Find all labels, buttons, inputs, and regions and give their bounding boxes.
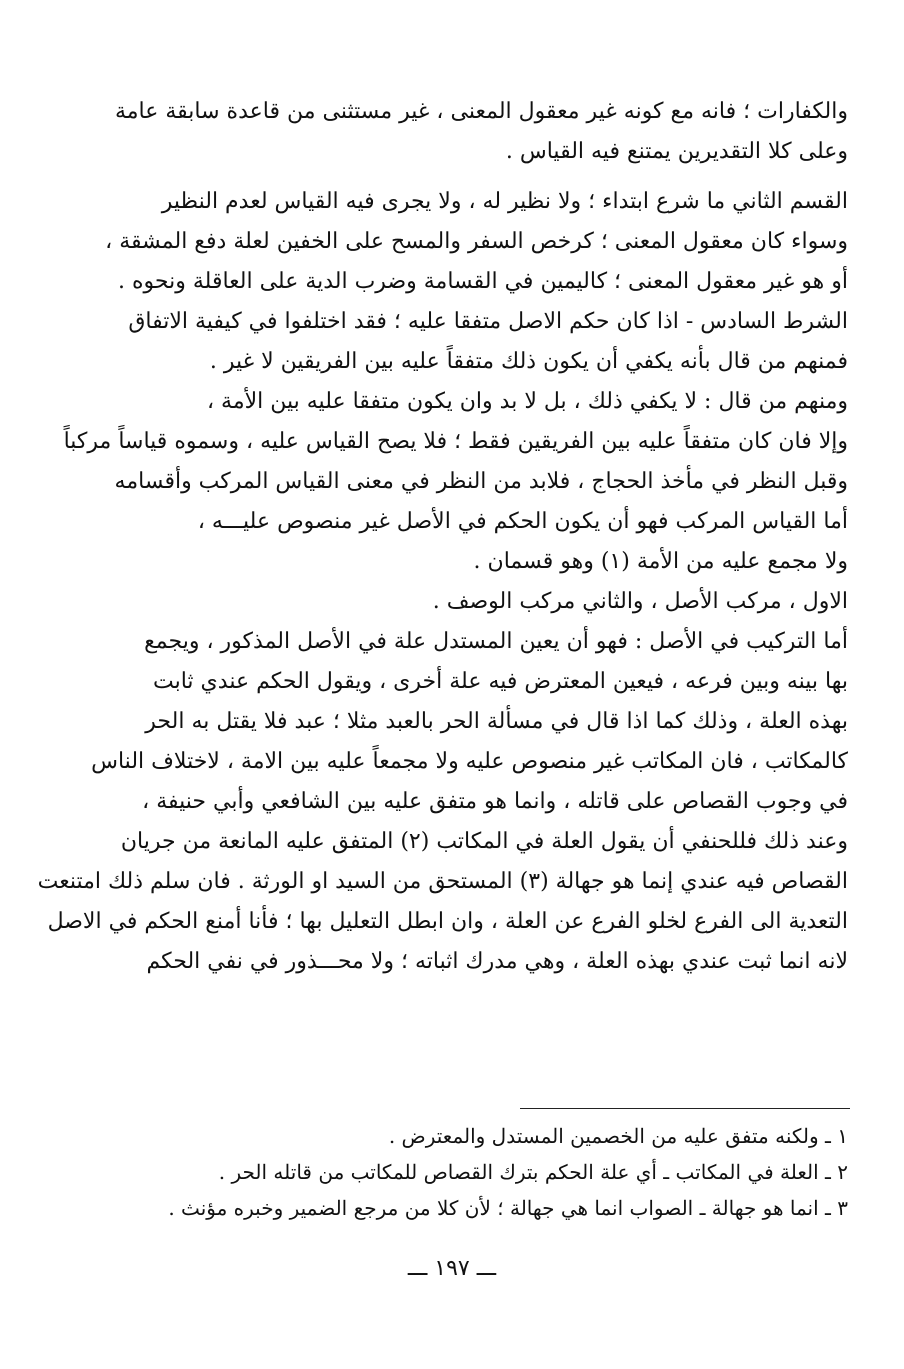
text-line: وقبل النظر في مأخذ الحجاج ، فلابد من النظر في معنى القياس المركب وأقسامه — [114, 469, 848, 494]
text-line: بها بينه وبين فرعه ، فيعين المعترض فيه علة أخرى ، ويقول الحكم عندي ثابت — [153, 669, 848, 694]
text-line: وعند ذلك فللحنفي أن يقول العلة في المكاتب (٢) المتفق عليه المانعة من جريان — [120, 829, 848, 854]
footnote: ٢ ـ العلة في المكاتب ـ أي علة الحكم بترك القصاص للمكاتب من قاتله الحر . — [218, 1160, 848, 1184]
text-line: القصاص فيه عندي إنما هو جهالة (٣) المستحق من السيد او الورثة . فان سلم ذلك امتنعت — [37, 869, 848, 894]
text-line: الاول ، مركب الأصل ، والثاني مركب الوصف . — [432, 589, 848, 614]
text-line: والكفارات ؛ فانه مع كونه غير معقول المعنى ، غير مستثنى من قاعدة سابقة عامة — [114, 99, 848, 124]
text-line: وإلا فان كان متفقاً عليه بين الفريقين فقط ؛ فلا يصح القياس عليه ، وسموه قياساً مركباً — [63, 429, 848, 454]
page-number: ـــ ١٩٧ ـــ — [407, 1256, 497, 1281]
text-line: ومنهم من قال : لا يكفي ذلك ، بل لا بد وان يكون متفقا عليه بين الأمة ، — [206, 389, 848, 414]
text-line: بهذه العلة ، وذلك كما اذا قال في مسألة الحر بالعبد مثلا ؛ عبد فلا يقتل به الحر — [145, 709, 848, 734]
footnotes — [118, 1118, 848, 1226]
text-line: أو هو غير معقول المعنى ؛ كاليمين في القسامة وضرب الدية على العاقلة ونحوه . — [118, 269, 848, 294]
text-line: أما القياس المركب فهو أن يكون الحكم في الأصل غير منصوص عليـــه ، — [197, 509, 848, 534]
text-line: التعدية الى الفرع لخلو الفرع عن العلة ، وان ابطل التعليل بها ؛ فأنا أمنع الحكم في الاصل — [47, 909, 848, 934]
text-line: وسواء كان معقول المعنى ؛ كرخص السفر والمسح على الخفين لعلة دفع المشقة ، — [105, 229, 848, 254]
text-line: في وجوب القصاص على قاتله ، وانما هو متفق عليه بين الشافعي وأبي حنيفة ، — [142, 789, 848, 814]
text-line: كالمكاتب ، فان المكاتب غير منصوص عليه ولا مجمعاً عليه بين الامة ، لاختلاف الناس — [91, 749, 848, 774]
text-line: ولا مجمع عليه من الأمة (١) وهو قسمان . — [473, 549, 848, 574]
text-line: لانه انما ثبت عندي بهذه العلة ، وهي مدرك اثباته ؛ ولا محـــذور في نفي الحكم — [146, 949, 848, 974]
text-line: فمنهم من قال بأنه يكفي أن يكون ذلك متفقاً عليه بين الفريقين لا غير . — [209, 349, 848, 374]
footnote: ٣ ـ انما هو جهالة ـ الصواب انما هي جهالة ؛ لأن كلا من مرجع الضمير وخبره مؤنث . — [168, 1196, 848, 1220]
footnote: ١ ـ ولكنه متفق عليه من الخصمين المستدل والمعترض . — [388, 1124, 848, 1148]
text-line: القسم الثاني ما شرع ابتداء ؛ ولا نظير له ، ولا يجرى فيه القياس لعدم النظير — [161, 189, 848, 214]
main-text — [37, 92, 848, 982]
text-line: أما التركيب في الأصل : فهو أن يعين المستدل علة في الأصل المذكور ، ويجمع — [144, 629, 848, 654]
footnote-divider — [520, 1108, 850, 1109]
text-line: وعلى كلا التقديرين يمتنع فيه القياس . — [505, 139, 848, 164]
text-line: الشرط السادس - اذا كان حكم الاصل متفقا عليه ؛ فقد اختلفوا في كيفية الاتفاق — [128, 309, 848, 334]
